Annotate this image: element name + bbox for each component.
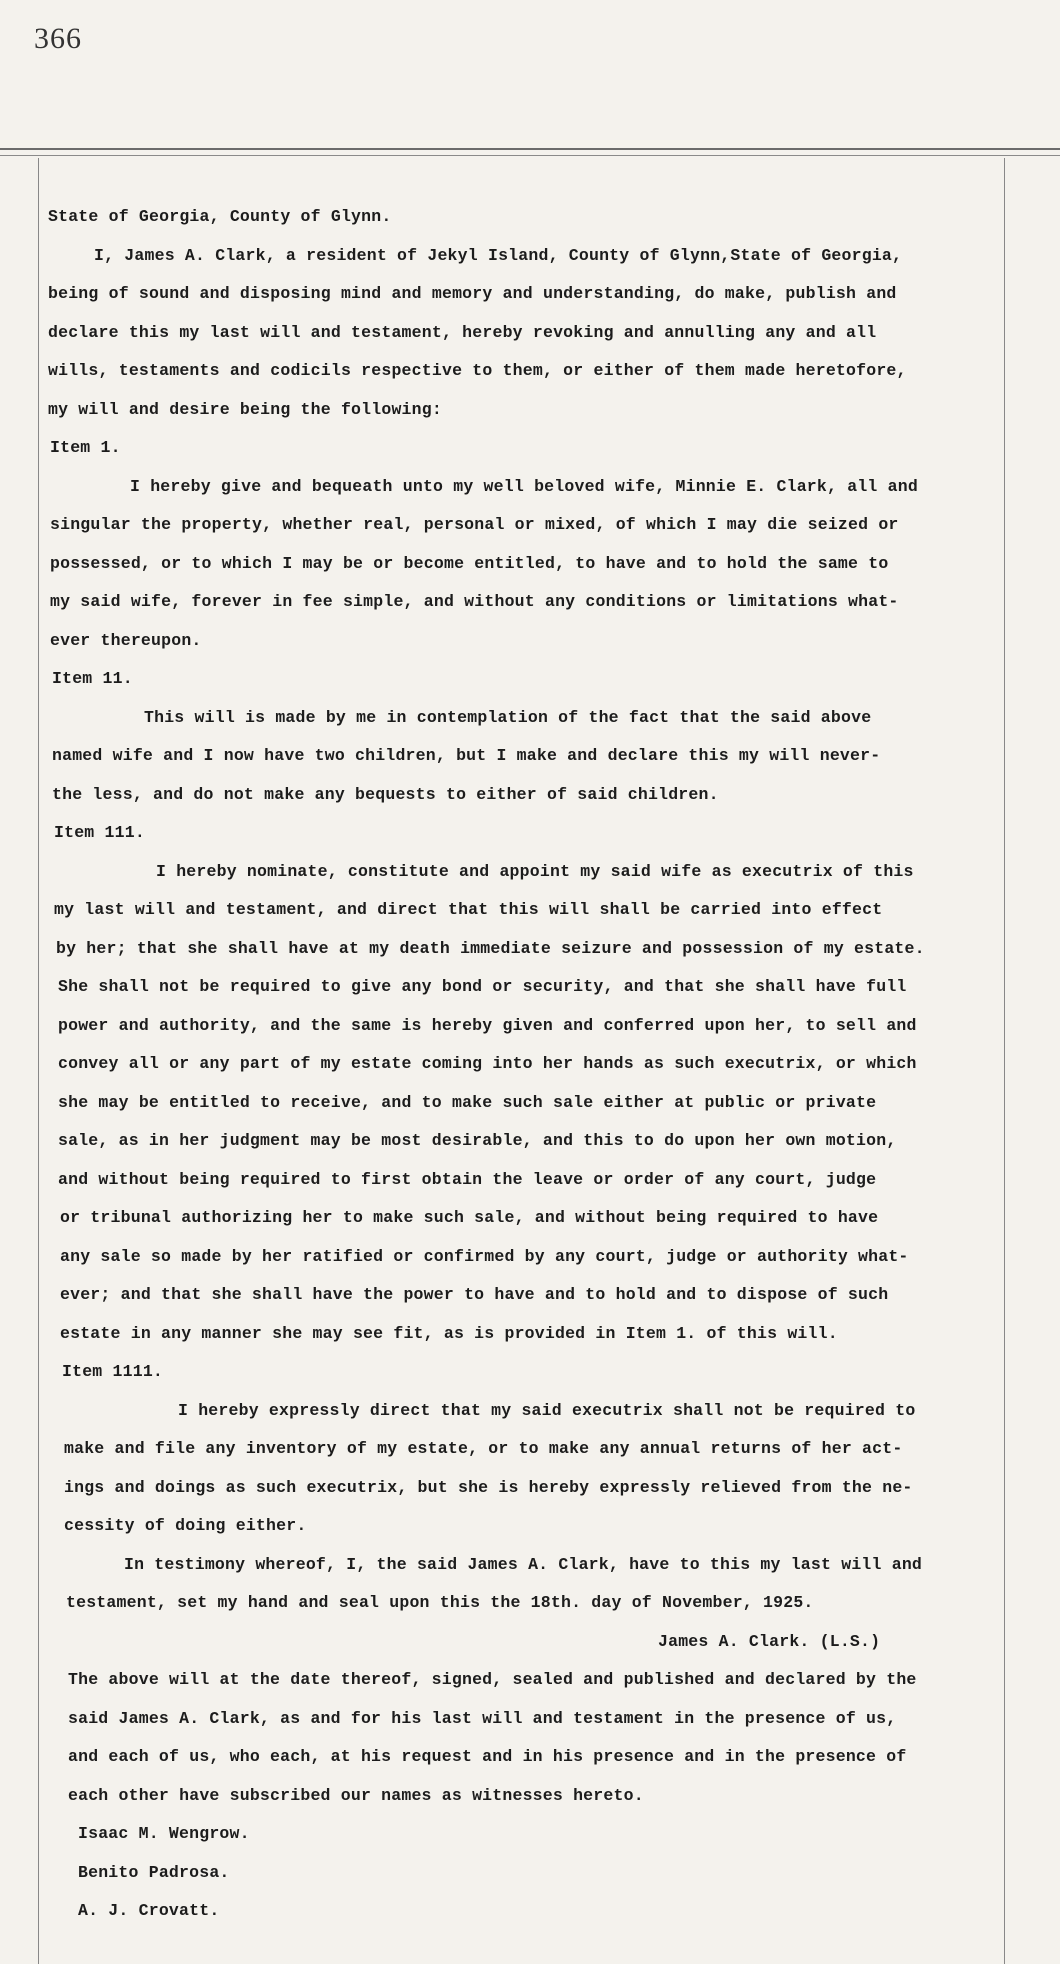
- text-line: any sale so made by her ratified or confirmed by any court, judge or authority what-: [60, 1246, 909, 1266]
- will-document: [48, 198, 1028, 1931]
- text-line: sale, as in her judgment may be most desirable, and this to do upon her own motion,: [58, 1131, 897, 1150]
- top-rule-secondary: [0, 155, 1060, 156]
- text-line: wills, testaments and codicils respective to them, or either of them made heretofore,: [48, 361, 907, 380]
- attestation-line: said James A. Clark, as and for his last will and testament in the presence of us,: [68, 1708, 897, 1728]
- text-line: testament, set my hand and seal upon this the 18th. day of November, 1925.: [66, 1593, 814, 1612]
- text-line: Item 11.: [52, 669, 133, 688]
- attestation-line: each other have subscribed our names as witnesses hereto.: [68, 1785, 644, 1805]
- attestation-clause: [48, 1661, 1028, 1815]
- left-margin-rule: [38, 158, 39, 1964]
- text-line: and without being required to first obtain the leave or order of any court, judge: [58, 1169, 877, 1189]
- text-line: the less, and do not make any bequests to either of said children.: [52, 784, 719, 804]
- text-line: power and authority, and the same is hereby given and conferred upon her, to sell and: [58, 1015, 917, 1035]
- text-line: I hereby give and bequeath unto my well beloved wife, Minnie E. Clark, all and: [130, 476, 918, 496]
- text-line: cessity of doing either.: [64, 1516, 307, 1535]
- attestation-line: and each of us, who each, at his request and in his presence and in the presence of: [68, 1747, 907, 1766]
- text-line: ings and doings as such executrix, but she is hereby expressly relieved from the ne-: [64, 1477, 913, 1497]
- witness-name: A. J. Crovatt.: [78, 1901, 220, 1920]
- text-line: make and file any inventory of my estate, or to make any annual returns of her act-: [64, 1439, 903, 1458]
- text-line: I hereby nominate, constitute and appoint my said wife as executrix of this: [156, 861, 914, 881]
- text-line: I, James A. Clark, a resident of Jekyl Island, County of Glynn,State of Georgia,: [94, 245, 903, 265]
- text-line: In testimony whereof, I, the said James A. Clark, have to this my last will and: [124, 1554, 923, 1574]
- text-line: This will is made by me in contemplation of the fact that the said above: [144, 707, 872, 727]
- witness-name: Benito Padrosa.: [78, 1862, 230, 1882]
- text-line: my last will and testament, and direct that this will shall be carried into effect: [54, 900, 883, 919]
- text-line: I hereby expressly direct that my said executrix shall not be required to: [178, 1400, 916, 1420]
- text-line: possessed, or to which I may be or become entitled, to have and to hold the same to: [50, 553, 889, 573]
- text-line: by her; that she shall have at my death immediate seizure and possession of my estate.: [56, 938, 925, 958]
- page-number: 366: [34, 22, 82, 55]
- text-line: she may be entitled to receive, and to make such sale either at public or private: [58, 1092, 877, 1112]
- text-line: State of Georgia, County of Glynn.: [48, 207, 392, 226]
- text-line: being of sound and disposing mind and memory and understanding, do make, publish and: [48, 284, 897, 303]
- text-line: or tribunal authorizing her to make such sale, and without being required to have: [60, 1208, 879, 1227]
- will-body: [48, 198, 1028, 1623]
- text-line: singular the property, whether real, personal or mixed, of which I may die seized or: [50, 515, 899, 534]
- text-line: my will and desire being the following:: [48, 399, 442, 419]
- text-line: Item 111.: [54, 823, 145, 842]
- attestation-line: The above will at the date thereof, signed, sealed and published and declared by the: [68, 1670, 917, 1689]
- text-line: ever; and that she shall have the power to have and to hold and to dispose of such: [60, 1285, 889, 1304]
- text-line: She shall not be required to give any bond or security, and that she shall have full: [58, 977, 907, 996]
- text-line: Item 1.: [50, 438, 121, 457]
- text-line: convey all or any part of my estate coming into her hands as such executrix, or which: [58, 1054, 917, 1073]
- text-line: Item 1111.: [62, 1362, 164, 1381]
- text-line: named wife and I now have two children, but I make and declare this my will never-: [52, 746, 881, 765]
- text-line: my said wife, forever in fee simple, and without any conditions or limitations what-: [50, 592, 899, 611]
- witness-name: Isaac M. Wengrow.: [78, 1824, 250, 1843]
- text-line: estate in any manner she may see fit, as is provided in Item 1. of this will.: [60, 1323, 838, 1343]
- top-rule: [0, 148, 1060, 150]
- testator-signature: James A. Clark. (L.S.): [658, 1631, 881, 1651]
- text-line: declare this my last will and testament, hereby revoking and annulling any and all: [48, 322, 877, 342]
- text-line: ever thereupon.: [50, 630, 202, 650]
- witness-list: [48, 1815, 1028, 1931]
